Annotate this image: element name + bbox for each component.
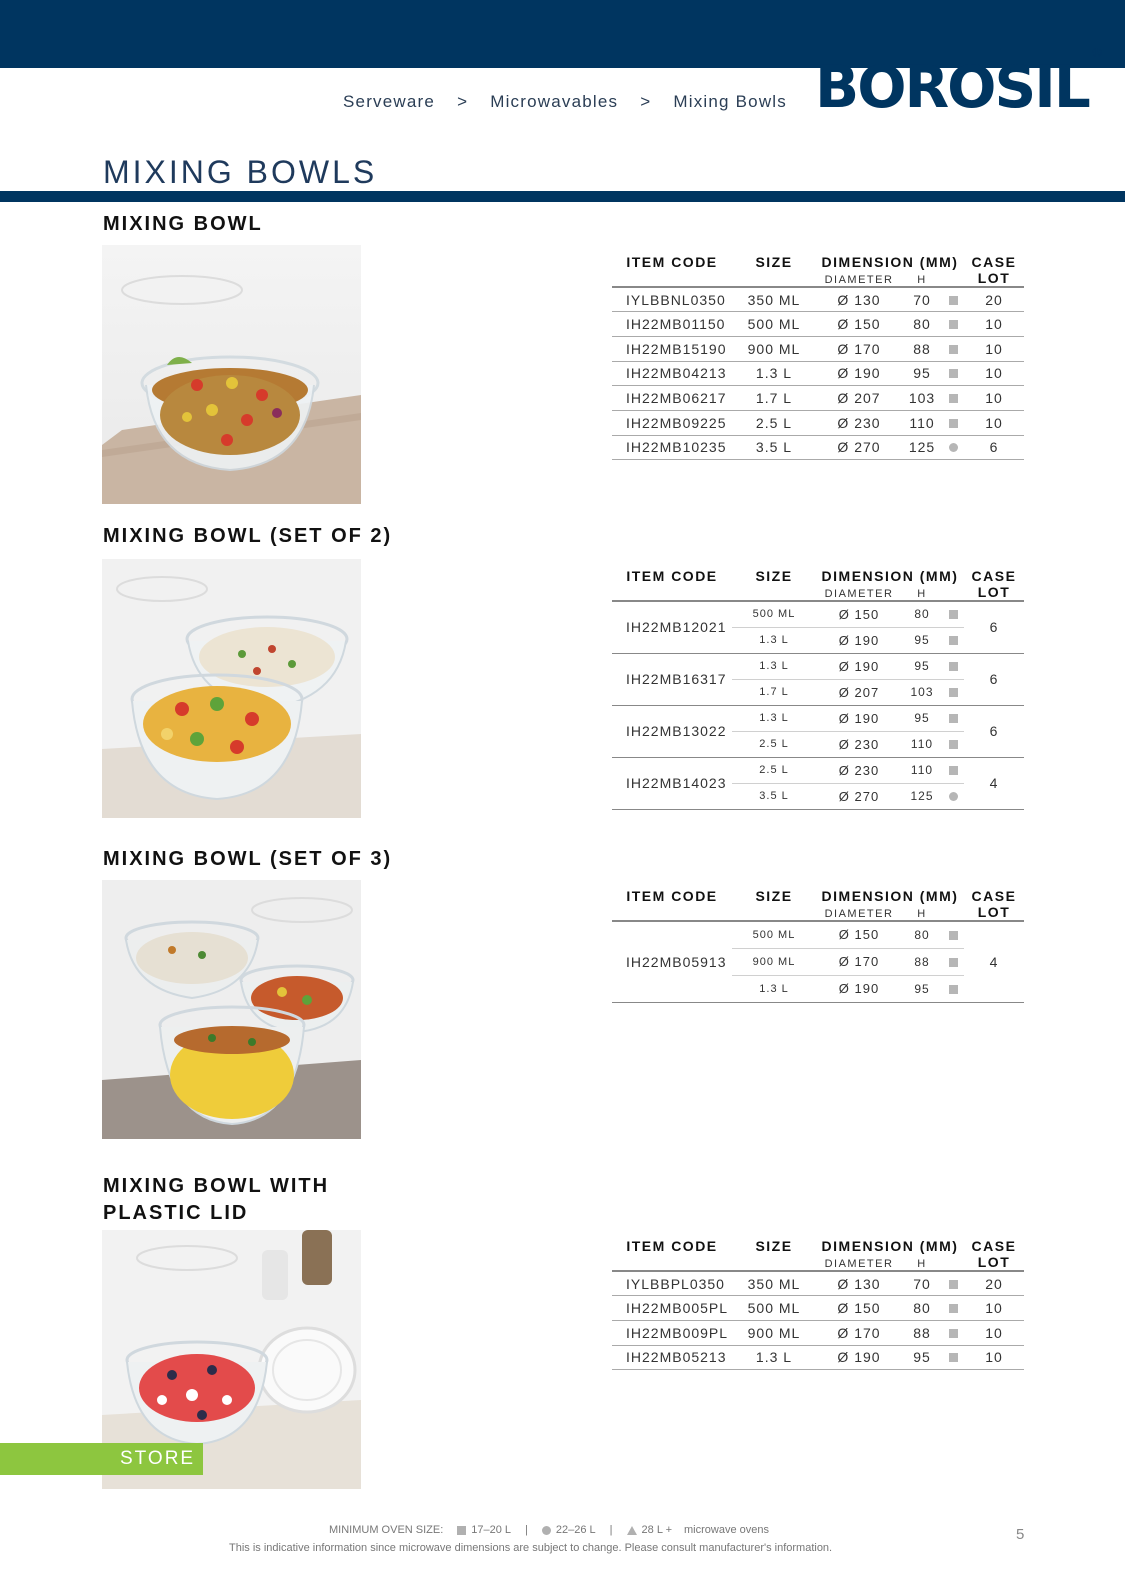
size: 1.3 L bbox=[732, 975, 816, 1002]
diameter: Ø 190 bbox=[816, 653, 902, 679]
height: 70 bbox=[902, 1271, 942, 1296]
case-lot: 10 bbox=[964, 1296, 1024, 1321]
breadcrumb-microwavables[interactable]: Microwavables bbox=[490, 92, 619, 111]
oven-square-icon bbox=[949, 985, 958, 994]
oven-square-icon bbox=[949, 296, 958, 305]
size: 2.5 L bbox=[732, 757, 816, 783]
item-code: IH22MB12021 bbox=[612, 601, 732, 653]
legend-triangle-text: 28 L + bbox=[641, 1524, 673, 1536]
table-row bbox=[612, 653, 1024, 679]
col-item-code: ITEM CODE bbox=[626, 254, 718, 270]
oven-square-icon bbox=[949, 369, 958, 378]
item-code: IH22MB13022 bbox=[612, 705, 732, 757]
spec-table-plastic-lid bbox=[612, 1234, 1024, 1370]
height: 125 bbox=[902, 783, 942, 809]
table-row bbox=[612, 336, 1024, 361]
table-row bbox=[612, 921, 1024, 948]
col-size: SIZE bbox=[755, 568, 793, 584]
height: 88 bbox=[902, 948, 942, 975]
item-code: IH22MB04213 bbox=[612, 361, 732, 386]
table-row bbox=[612, 1345, 1024, 1370]
table-row bbox=[612, 312, 1024, 337]
diameter: Ø 230 bbox=[816, 757, 902, 783]
case-lot: 4 bbox=[964, 757, 1024, 809]
height: 95 bbox=[902, 653, 942, 679]
breadcrumb-mixing-bowls[interactable]: Mixing Bowls bbox=[673, 92, 787, 111]
col-height: H bbox=[917, 588, 927, 600]
case-lot: 10 bbox=[964, 336, 1024, 361]
size: 2.5 L bbox=[732, 410, 816, 435]
col-case: CASE bbox=[971, 1238, 1017, 1254]
item-code: IH22MB15190 bbox=[612, 336, 732, 361]
case-lot: 10 bbox=[964, 1345, 1024, 1370]
height: 95 bbox=[902, 627, 942, 653]
size: 500 ML bbox=[732, 921, 816, 948]
spec-table-mixing-bowl bbox=[612, 250, 1024, 460]
col-size: SIZE bbox=[755, 1238, 793, 1254]
diameter: Ø 207 bbox=[816, 679, 902, 705]
store-tab[interactable]: STORE bbox=[0, 1443, 203, 1475]
diameter: Ø 170 bbox=[816, 948, 902, 975]
col-dimension: DIMENSION (MM) bbox=[821, 888, 959, 904]
oven-square-icon bbox=[949, 1353, 958, 1362]
height: 80 bbox=[902, 921, 942, 948]
oven-square-icon bbox=[949, 1329, 958, 1338]
oven-square-icon bbox=[949, 766, 958, 775]
col-case: CASE bbox=[971, 254, 1017, 270]
section-title-line2: PLASTIC LID bbox=[103, 1202, 249, 1224]
oven-square-icon bbox=[949, 662, 958, 671]
height: 103 bbox=[902, 386, 942, 411]
diameter: Ø 270 bbox=[816, 435, 902, 460]
breadcrumb-serveware[interactable]: Serveware bbox=[343, 92, 436, 111]
col-height: H bbox=[917, 274, 927, 286]
col-lot: LOT bbox=[977, 1254, 1011, 1270]
table-row bbox=[612, 1271, 1024, 1296]
height: 95 bbox=[902, 361, 942, 386]
size: 500 ML bbox=[732, 1296, 816, 1321]
legend-divider: | bbox=[609, 1524, 613, 1536]
brand-logo: BOROSIL ® bbox=[815, 45, 1104, 121]
item-code: IYLBBNL0350 bbox=[612, 287, 732, 312]
oven-square-icon bbox=[949, 419, 958, 428]
diameter: Ø 130 bbox=[816, 287, 902, 312]
col-item-code: ITEM CODE bbox=[626, 888, 718, 904]
size: 3.5 L bbox=[732, 435, 816, 460]
table-row bbox=[612, 287, 1024, 312]
size: 1.3 L bbox=[732, 653, 816, 679]
size: 350 ML bbox=[732, 1271, 816, 1296]
item-code: IH22MB009PL bbox=[612, 1320, 732, 1345]
legend-square-text: 17–20 L bbox=[471, 1524, 512, 1536]
diameter: Ø 150 bbox=[816, 601, 902, 627]
diameter: Ø 170 bbox=[816, 1320, 902, 1345]
size: 500 ML bbox=[732, 312, 816, 337]
case-lot: 20 bbox=[964, 287, 1024, 312]
legend-circle-text: 22–26 L bbox=[555, 1524, 596, 1536]
case-lot: 20 bbox=[964, 1271, 1024, 1296]
section-title-set-of-2: MIXING BOWL (SET OF 2) bbox=[103, 525, 393, 547]
size: 1.3 L bbox=[732, 361, 816, 386]
case-lot: 6 bbox=[964, 435, 1024, 460]
oven-size-legend bbox=[329, 1524, 769, 1536]
diameter: Ø 150 bbox=[816, 1296, 902, 1321]
height: 70 bbox=[902, 287, 942, 312]
col-dimension: DIMENSION (MM) bbox=[821, 1238, 959, 1254]
oven-square-icon bbox=[949, 345, 958, 354]
size: 900 ML bbox=[732, 336, 816, 361]
diameter: Ø 190 bbox=[816, 705, 902, 731]
case-lot: 4 bbox=[964, 921, 1024, 1002]
height: 88 bbox=[902, 1320, 942, 1345]
height: 95 bbox=[902, 975, 942, 1002]
oven-square-icon bbox=[949, 958, 958, 967]
height: 110 bbox=[902, 731, 942, 757]
oven-circle-icon bbox=[949, 792, 958, 801]
spec-table-set-of-3 bbox=[612, 884, 1024, 1003]
height: 110 bbox=[902, 757, 942, 783]
oven-square-icon bbox=[949, 394, 958, 403]
legend-divider: | bbox=[525, 1524, 528, 1536]
height: 95 bbox=[902, 1345, 942, 1370]
col-diameter: DIAMETER bbox=[824, 908, 894, 920]
diameter: Ø 170 bbox=[816, 336, 902, 361]
table-row bbox=[612, 601, 1024, 627]
item-code: IH22MB09225 bbox=[612, 410, 732, 435]
section-title-plastic-lid bbox=[103, 1173, 329, 1227]
table-row bbox=[612, 757, 1024, 783]
col-size: SIZE bbox=[755, 888, 793, 904]
col-item-code: ITEM CODE bbox=[626, 1238, 718, 1254]
oven-square-icon bbox=[949, 636, 958, 645]
diameter: Ø 230 bbox=[816, 731, 902, 757]
table-row bbox=[612, 1320, 1024, 1345]
size: 1.3 L bbox=[732, 1345, 816, 1370]
legend-triangle-icon bbox=[627, 1526, 637, 1535]
height: 80 bbox=[902, 312, 942, 337]
item-code: IH22MB005PL bbox=[612, 1296, 732, 1321]
col-lot: LOT bbox=[977, 270, 1011, 286]
breadcrumb-separator: > bbox=[457, 92, 469, 111]
legend-square-icon bbox=[457, 1526, 466, 1535]
col-lot: LOT bbox=[977, 904, 1011, 920]
case-lot: 6 bbox=[964, 653, 1024, 705]
footer-note: This is indicative information since microwave dimensions are subject to change. Please consult manufacturer's information. bbox=[229, 1542, 833, 1554]
diameter: Ø 150 bbox=[816, 921, 902, 948]
item-code: IH22MB05913 bbox=[612, 921, 732, 1002]
page-title: MIXING BOWLS bbox=[103, 154, 378, 190]
size: 350 ML bbox=[732, 287, 816, 312]
oven-square-icon bbox=[949, 714, 958, 723]
size: 3.5 L bbox=[732, 783, 816, 809]
col-case: CASE bbox=[971, 888, 1017, 904]
oven-square-icon bbox=[949, 688, 958, 697]
height: 95 bbox=[902, 705, 942, 731]
diameter: Ø 270 bbox=[816, 783, 902, 809]
diameter: Ø 190 bbox=[816, 1345, 902, 1370]
case-lot: 10 bbox=[964, 386, 1024, 411]
table-row bbox=[612, 410, 1024, 435]
table-row bbox=[612, 1296, 1024, 1321]
registered-mark: ® bbox=[1090, 45, 1104, 61]
table-row bbox=[612, 386, 1024, 411]
diameter: Ø 207 bbox=[816, 386, 902, 411]
table-row bbox=[612, 361, 1024, 386]
diameter: Ø 150 bbox=[816, 312, 902, 337]
col-size: SIZE bbox=[755, 254, 793, 270]
oven-square-icon bbox=[949, 1304, 958, 1313]
product-photo-set-of-2 bbox=[102, 559, 361, 818]
oven-square-icon bbox=[949, 610, 958, 619]
col-item-code: ITEM CODE bbox=[626, 568, 718, 584]
col-height: H bbox=[917, 908, 927, 920]
col-case: CASE bbox=[971, 568, 1017, 584]
title-rule bbox=[0, 191, 1125, 202]
height: 88 bbox=[902, 336, 942, 361]
col-height: H bbox=[917, 1258, 927, 1270]
case-lot: 10 bbox=[964, 361, 1024, 386]
diameter: Ø 190 bbox=[816, 627, 902, 653]
table-row bbox=[612, 705, 1024, 731]
case-lot: 10 bbox=[964, 410, 1024, 435]
item-code: IH22MB05213 bbox=[612, 1345, 732, 1370]
size: 1.3 L bbox=[732, 705, 816, 731]
size: 1.3 L bbox=[732, 627, 816, 653]
section-title-set-of-3: MIXING BOWL (SET OF 3) bbox=[103, 848, 393, 870]
legend-label: MINIMUM OVEN SIZE: bbox=[329, 1524, 444, 1536]
col-lot: LOT bbox=[977, 584, 1011, 600]
item-code: IH22MB01150 bbox=[612, 312, 732, 337]
item-code: IH22MB06217 bbox=[612, 386, 732, 411]
table-row bbox=[612, 435, 1024, 460]
oven-square-icon bbox=[949, 740, 958, 749]
oven-circle-icon bbox=[949, 443, 958, 452]
height: 80 bbox=[902, 601, 942, 627]
legend-circle-icon bbox=[542, 1526, 551, 1535]
breadcrumb-separator: > bbox=[640, 92, 652, 111]
height: 103 bbox=[902, 679, 942, 705]
col-dimension: DIMENSION (MM) bbox=[821, 254, 959, 270]
col-diameter: DIAMETER bbox=[824, 1258, 894, 1270]
size: 1.7 L bbox=[732, 679, 816, 705]
spec-table-set-of-2 bbox=[612, 564, 1024, 810]
case-lot: 10 bbox=[964, 312, 1024, 337]
diameter: Ø 190 bbox=[816, 975, 902, 1002]
oven-square-icon bbox=[949, 1280, 958, 1289]
section-title-mixing-bowl: MIXING BOWL bbox=[103, 213, 263, 235]
size: 500 ML bbox=[732, 601, 816, 627]
legend-unit: microwave ovens bbox=[684, 1524, 769, 1536]
oven-square-icon bbox=[949, 931, 958, 940]
item-code: IYLBBPL0350 bbox=[612, 1271, 732, 1296]
item-code: IH22MB10235 bbox=[612, 435, 732, 460]
case-lot: 10 bbox=[964, 1320, 1024, 1345]
case-lot: 6 bbox=[964, 601, 1024, 653]
product-photo-mixing-bowl bbox=[102, 245, 361, 504]
col-diameter: DIAMETER bbox=[824, 274, 894, 286]
height: 110 bbox=[902, 410, 942, 435]
item-code: IH22MB14023 bbox=[612, 757, 732, 809]
section-title-line1: MIXING BOWL WITH bbox=[103, 1175, 330, 1197]
diameter: Ø 230 bbox=[816, 410, 902, 435]
item-code: IH22MB16317 bbox=[612, 653, 732, 705]
oven-square-icon bbox=[949, 320, 958, 329]
size: 1.7 L bbox=[732, 386, 816, 411]
size: 900 ML bbox=[732, 1320, 816, 1345]
diameter: Ø 130 bbox=[816, 1271, 902, 1296]
height: 125 bbox=[902, 435, 942, 460]
col-dimension: DIMENSION (MM) bbox=[821, 568, 959, 584]
breadcrumb bbox=[343, 92, 787, 112]
page-number: 5 bbox=[1016, 1526, 1025, 1543]
product-photo-set-of-3 bbox=[102, 880, 361, 1139]
col-diameter: DIAMETER bbox=[824, 588, 894, 600]
diameter: Ø 190 bbox=[816, 361, 902, 386]
height: 80 bbox=[902, 1296, 942, 1321]
size: 2.5 L bbox=[732, 731, 816, 757]
size: 900 ML bbox=[732, 948, 816, 975]
case-lot: 6 bbox=[964, 705, 1024, 757]
